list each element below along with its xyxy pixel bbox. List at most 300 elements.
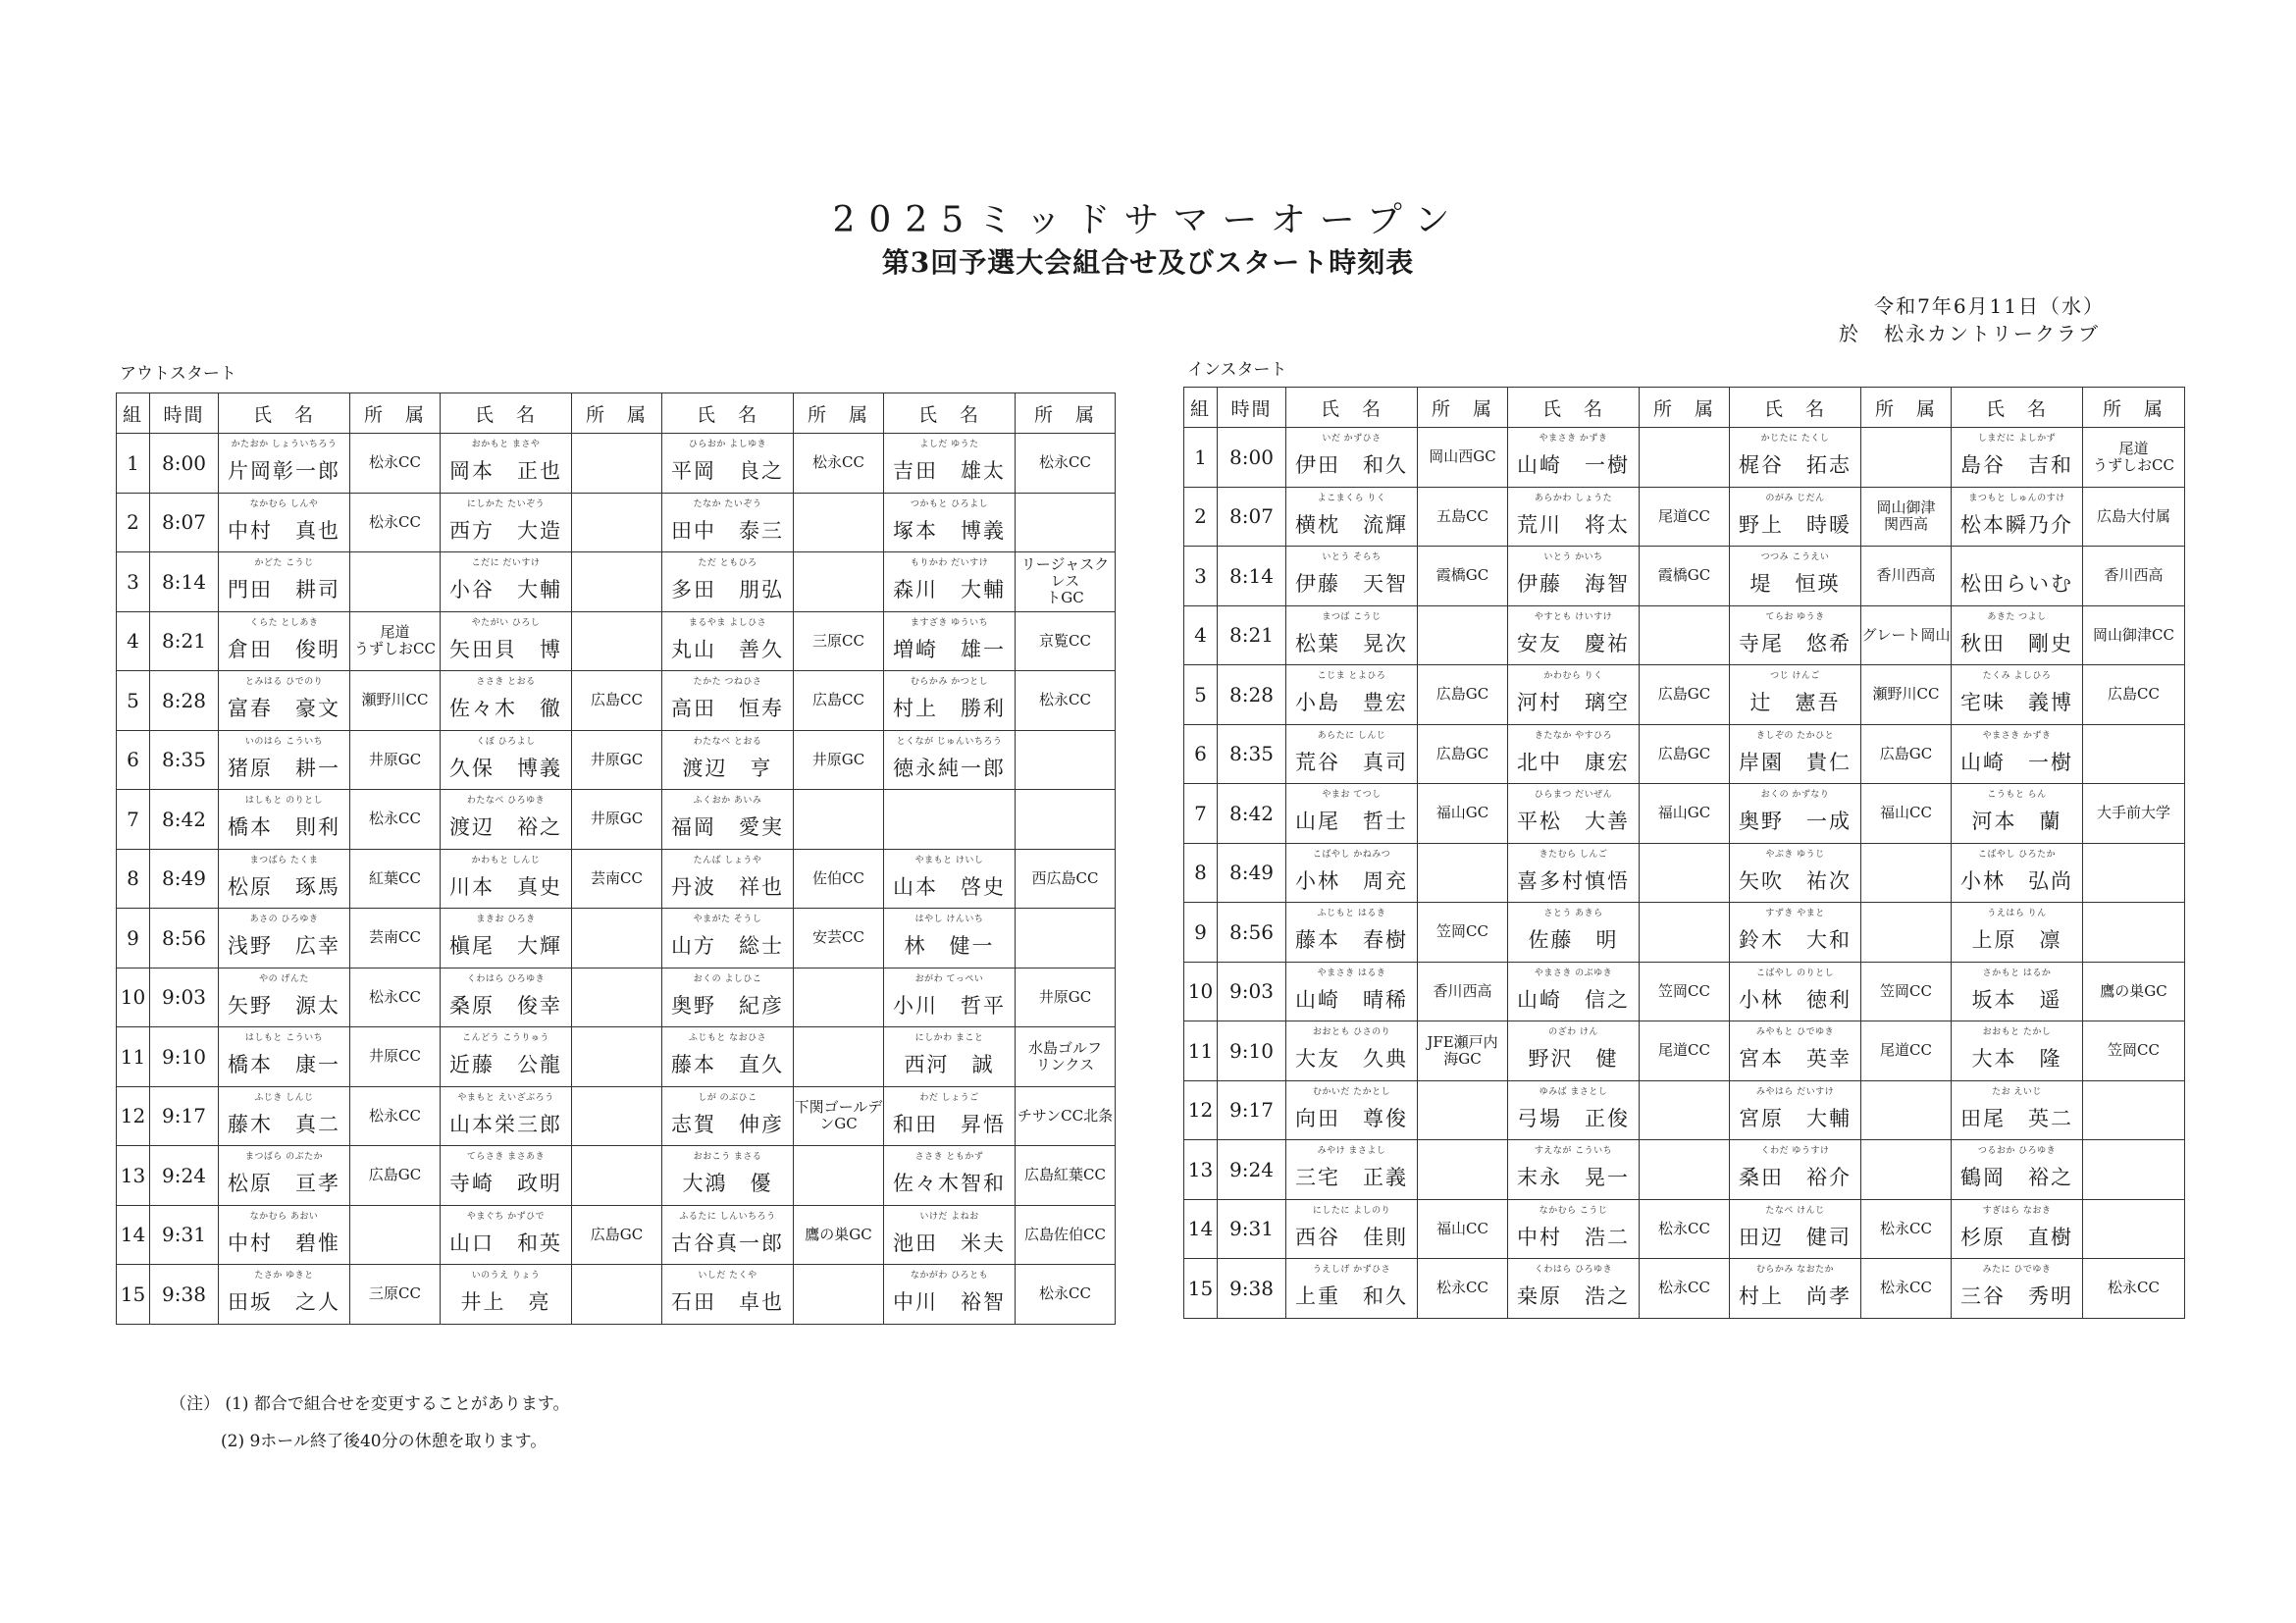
player-furigana: たなか たいぞう (693, 498, 762, 509)
player-name-cell (219, 611, 350, 671)
player-furigana: こばやし ひろたか (1977, 849, 2057, 860)
player-name-cell (884, 1265, 1016, 1325)
player-club: 香川西高 (1418, 962, 1508, 1021)
player-name-cell (1508, 428, 1640, 488)
group-number: 1 (117, 434, 150, 494)
start-time: 8:21 (150, 611, 219, 671)
player-club: 福山CC (1861, 784, 1952, 844)
player-name-cell (1286, 843, 1418, 903)
start-time: 9:10 (1218, 1021, 1286, 1081)
table-row (1184, 665, 2185, 725)
player-furigana: おかもと まさや (471, 440, 541, 450)
player-name-cell (1952, 665, 2083, 725)
col-header-name: 氏 名 (1952, 388, 2083, 428)
player-name: 秋田 剛史 (1960, 631, 2073, 655)
player-name: 門田 耕司 (228, 578, 340, 602)
start-time: 9:31 (1218, 1199, 1286, 1259)
player-name: 平松 大善 (1517, 810, 1630, 834)
player-name-cell (1286, 1080, 1418, 1140)
player-club: 広島GC (1418, 665, 1508, 725)
player-club (1861, 428, 1952, 488)
notes-line-1 (170, 1389, 570, 1414)
player-name-cell (1508, 903, 1640, 963)
player-name: 横枕 流輝 (1295, 512, 1408, 537)
player-name: 和田 昇悟 (893, 1112, 1006, 1136)
player-name-cell (441, 434, 572, 494)
player-name: 辻 憲吾 (1749, 691, 1841, 715)
col-header-name: 氏 名 (662, 393, 794, 434)
player-name-cell (1286, 1021, 1418, 1081)
player-name-cell (1952, 1199, 2083, 1259)
player-name: 山本栄三郎 (449, 1112, 562, 1136)
player-club (1640, 1080, 1730, 1140)
player-club (1640, 428, 1730, 488)
player-club: 松永CC (1861, 1259, 1952, 1319)
player-name: 三谷 秀明 (1960, 1284, 2073, 1309)
player-name-cell (1508, 1259, 1640, 1319)
player-furigana: くぼ ひろよし (476, 736, 536, 747)
player-name: 桑原 俊幸 (449, 993, 562, 1018)
player-name: 大本 隆 (1971, 1047, 2062, 1072)
header-row (1184, 388, 2185, 428)
note-1: (1) 都合で組合せを変更することがあります。 (225, 1394, 570, 1414)
player-furigana: むかいだ たかとし (1312, 1086, 1391, 1097)
table-row (117, 1146, 1116, 1206)
venue-name: 松永カントリークラブ (1884, 322, 2100, 345)
group-number: 15 (1184, 1259, 1218, 1319)
player-club (1640, 843, 1730, 903)
col-header-time: 時間 (1218, 388, 1286, 428)
player-name: 村上 勝利 (893, 697, 1006, 721)
player-furigana: みたに ひでゆき (1982, 1265, 2052, 1276)
player-name-cell (1730, 962, 1861, 1021)
player-furigana: ますざき ゆういち (910, 617, 989, 628)
group-number: 15 (117, 1265, 150, 1325)
table-row (117, 968, 1116, 1027)
player-furigana: おくの よしひこ (693, 973, 762, 984)
player-furigana: たお えいじ (1992, 1086, 2042, 1097)
player-name-cell (1952, 1140, 2083, 1200)
player-name: 伊藤 海智 (1517, 572, 1630, 597)
player-name: 古谷真一郎 (671, 1230, 784, 1255)
start-time: 8:56 (150, 909, 219, 969)
player-club: 五島CC (1418, 487, 1508, 547)
group-number: 11 (1184, 1021, 1218, 1081)
player-club: 広島大付属 (2083, 487, 2185, 547)
player-furigana: やすとも けいすけ (1534, 611, 1613, 622)
player-furigana: ふじもと はるき (1317, 909, 1386, 919)
player-club: 福山GC (1640, 784, 1730, 844)
player-club: 香川西高 (2083, 547, 2185, 606)
player-name-cell (662, 434, 794, 494)
start-time: 8:49 (1218, 843, 1286, 903)
col-header-club: 所 属 (1861, 388, 1952, 428)
player-furigana: まつばら のぶたか (244, 1152, 324, 1163)
table-row (117, 909, 1116, 969)
player-name: 松田らいむ (1960, 572, 2073, 597)
player-name-cell (219, 1086, 350, 1146)
player-furigana: あさの ひろゆき (249, 915, 319, 925)
player-name-cell (219, 671, 350, 731)
page-subtitle: 第3回予選大会組合せ及びスタート時刻表 (881, 246, 1415, 279)
group-number: 5 (117, 671, 150, 731)
player-furigana: にしたに よしのり (1312, 1205, 1391, 1216)
player-club: 三原CC (794, 611, 884, 671)
player-name-cell (1952, 962, 2083, 1021)
start-time: 9:31 (150, 1205, 219, 1265)
player-club: 井原GC (794, 730, 884, 790)
player-club: 水島ゴルフ リンクス (1016, 1027, 1116, 1087)
player-name: 佐々木 徹 (449, 697, 562, 721)
player-furigana: いけだ よねお (919, 1211, 979, 1222)
player-name: 野上 時暖 (1739, 512, 1852, 537)
player-name: 増崎 雄一 (893, 637, 1006, 661)
player-furigana: たなべ けんじ (1765, 1205, 1825, 1216)
player-furigana: ただ ともひろ (698, 558, 757, 569)
player-club: 松永CC (1861, 1199, 1952, 1259)
player-name-cell (662, 671, 794, 731)
player-furigana: にしかわ まこと (914, 1033, 984, 1044)
player-furigana: すぎはら なおき (1982, 1205, 2052, 1216)
player-name-cell (662, 849, 794, 909)
group-number: 4 (117, 611, 150, 671)
player-name-cell (662, 1027, 794, 1087)
player-name-cell (441, 1027, 572, 1087)
player-name-cell (1730, 665, 1861, 725)
player-furigana: おがわ てっぺい (914, 973, 984, 984)
table-row (117, 1265, 1116, 1325)
player-name: 山方 総士 (671, 934, 784, 959)
player-club (572, 1086, 662, 1146)
player-name: 鶴岡 裕之 (1960, 1166, 2073, 1190)
player-name-cell (441, 1086, 572, 1146)
player-furigana: ふじもと なおひさ (688, 1033, 767, 1044)
player-furigana: くらた としあき (249, 617, 319, 628)
player-name-cell (441, 790, 572, 850)
player-furigana: ひらおか よしゆき (688, 440, 767, 450)
start-time: 9:38 (1218, 1259, 1286, 1319)
col-header-club: 所 属 (350, 393, 441, 434)
table-row (1184, 1140, 2185, 1200)
start-time: 8:42 (1218, 784, 1286, 844)
group-number: 11 (117, 1027, 150, 1087)
player-name-cell (1286, 1140, 1418, 1200)
player-name-cell (884, 552, 1016, 612)
player-name: 田坂 之人 (228, 1290, 340, 1315)
player-name: 桒原 浩之 (1517, 1284, 1630, 1309)
player-furigana: あらかわ しょうた (1534, 493, 1613, 503)
player-name-cell (884, 1027, 1016, 1087)
player-club: 瀬野川CC (1861, 665, 1952, 725)
player-name-cell (1286, 487, 1418, 547)
start-time: 8:49 (150, 849, 219, 909)
player-furigana: はしもと のりとし (244, 796, 324, 807)
player-club (572, 1146, 662, 1206)
table-row (117, 671, 1116, 731)
player-name: 寺崎 政明 (449, 1172, 562, 1196)
player-furigana: すえなが こういち (1534, 1146, 1613, 1157)
player-furigana: やまもと えいざぶろう (457, 1092, 554, 1103)
player-furigana: やまさき はるき (1317, 968, 1386, 978)
player-name: 西方 大造 (449, 518, 562, 543)
player-name: 浅野 広幸 (228, 934, 340, 959)
start-time: 9:17 (1218, 1080, 1286, 1140)
player-furigana: たかた つねひさ (693, 677, 762, 688)
player-club: 松永CC (1640, 1259, 1730, 1319)
player-name: 高田 恒寿 (671, 697, 784, 721)
player-furigana: つかもと ひろよし (910, 498, 989, 509)
player-name-cell (1952, 605, 2083, 665)
start-time: 9:03 (150, 968, 219, 1027)
player-name-cell (1730, 1259, 1861, 1319)
player-name-cell (1730, 1021, 1861, 1081)
player-name-cell (441, 1205, 572, 1265)
group-number: 4 (1184, 605, 1218, 665)
player-name-cell (884, 611, 1016, 671)
player-name-cell (1508, 665, 1640, 725)
player-name: 寺尾 悠希 (1739, 631, 1852, 655)
player-furigana: よしだ ゆうた (919, 440, 979, 450)
player-name-cell (219, 552, 350, 612)
player-name-cell (1730, 487, 1861, 547)
table-row (117, 611, 1116, 671)
player-name: 野沢 健 (1528, 1047, 1619, 1072)
player-furigana: ふるたに しんいちろう (679, 1211, 776, 1222)
player-furigana: なかむら しんや (249, 498, 319, 509)
player-furigana: やまさき のぶゆき (1534, 968, 1613, 978)
player-name-cell (1952, 843, 2083, 903)
group-number: 12 (117, 1086, 150, 1146)
group-number: 6 (117, 730, 150, 790)
table-row (1184, 724, 2185, 784)
player-furigana: かじたに たくし (1760, 434, 1830, 445)
player-furigana: いだ かずひさ (1322, 434, 1382, 445)
player-furigana: こだに だいすけ (471, 558, 541, 569)
player-club: 松永CC (1418, 1259, 1508, 1319)
player-furigana: ふじき しんじ (254, 1092, 314, 1103)
player-club (350, 1205, 441, 1265)
player-club: 松永CC (350, 493, 441, 552)
player-name: 森川 大輔 (893, 578, 1006, 602)
player-club: 紅葉CC (350, 849, 441, 909)
player-club: チサンCC北条 (1016, 1086, 1116, 1146)
player-name: 林 健一 (904, 934, 995, 959)
player-furigana: きたむら しんご (1539, 849, 1608, 860)
player-name: 槇尾 大輝 (449, 934, 562, 959)
table-row (1184, 605, 2185, 665)
player-furigana: いとう そらち (1322, 552, 1382, 563)
col-header-name: 氏 名 (1286, 388, 1418, 428)
player-furigana: うえはら りん (1987, 909, 2047, 919)
player-name-cell (1508, 724, 1640, 784)
player-name-cell (1730, 1199, 1861, 1259)
start-time: 9:24 (150, 1146, 219, 1206)
player-furigana: ささき ともかず (914, 1152, 984, 1163)
start-time: 8:28 (150, 671, 219, 731)
player-club: 佐伯CC (794, 849, 884, 909)
player-name-cell (1286, 1259, 1418, 1319)
player-name: 北中 康宏 (1517, 750, 1630, 774)
player-furigana: わたなべ ひろゆき (466, 796, 546, 807)
player-club (1861, 1080, 1952, 1140)
player-name: 大鴻 優 (682, 1172, 773, 1196)
player-furigana: くわはら ひろゆき (1534, 1265, 1613, 1276)
player-name: 丸山 善久 (671, 637, 784, 661)
player-club (2083, 1140, 2185, 1200)
player-club (572, 611, 662, 671)
player-name: 宮本 英幸 (1739, 1047, 1852, 1072)
player-furigana: もりかわ だいすけ (910, 558, 989, 569)
player-furigana: しが のぶひこ (698, 1092, 757, 1103)
player-name: 伊田 和久 (1295, 453, 1408, 478)
venue-prefix: 於 (1839, 322, 1860, 345)
player-club: 福山CC (1418, 1199, 1508, 1259)
player-name-cell (884, 671, 1016, 731)
group-number: 8 (1184, 843, 1218, 903)
player-furigana: やたがい ひろし (471, 617, 541, 628)
group-number: 13 (117, 1146, 150, 1206)
player-name-cell (1286, 605, 1418, 665)
group-number: 12 (1184, 1080, 1218, 1140)
player-furigana: こんどう こうりゅう (462, 1033, 549, 1044)
player-furigana: おくの かずなり (1760, 790, 1830, 801)
player-furigana: いのうえ りょう (471, 1271, 541, 1282)
player-name-cell (219, 1146, 350, 1206)
player-name: 荒谷 真司 (1295, 750, 1408, 774)
player-name: 河本 蘭 (1971, 810, 2062, 834)
start-time: 8:14 (1218, 547, 1286, 606)
player-furigana: いしだ たくや (698, 1271, 757, 1282)
col-header-name: 氏 名 (1730, 388, 1861, 428)
player-club: 岡山西GC (1418, 428, 1508, 488)
player-name-cell (884, 493, 1016, 552)
table-row (1184, 784, 2185, 844)
player-name: 小林 徳利 (1739, 987, 1852, 1012)
player-name-cell (1952, 1080, 2083, 1140)
player-club (2083, 1080, 2185, 1140)
player-club (794, 968, 884, 1027)
player-club: 笠岡CC (1640, 962, 1730, 1021)
player-name: 山口 和英 (449, 1230, 562, 1255)
start-time: 8:07 (1218, 487, 1286, 547)
player-furigana: やまもと けいし (914, 855, 984, 865)
player-name: 宅味 義博 (1960, 691, 2073, 715)
player-club: 広島GC (1640, 665, 1730, 725)
player-club: 松永CC (794, 434, 884, 494)
player-club (2083, 903, 2185, 963)
player-furigana: こばやし かねみつ (1312, 849, 1391, 860)
group-number: 8 (117, 849, 150, 909)
player-club: 鷹の巣GC (2083, 962, 2185, 1021)
player-club (1418, 605, 1508, 665)
player-club (2083, 724, 2185, 784)
player-name-cell (1952, 1259, 2083, 1319)
player-name: 藤本 春樹 (1295, 928, 1408, 953)
player-club: 鷹の巣GC (794, 1205, 884, 1265)
table-row (117, 849, 1116, 909)
player-name-cell (1508, 1199, 1640, 1259)
player-furigana: わたなべ とおる (693, 736, 762, 747)
player-name: 杉原 直樹 (1960, 1225, 2073, 1249)
player-club (794, 1146, 884, 1206)
player-name: 伊藤 天智 (1295, 572, 1408, 597)
player-club (794, 790, 884, 850)
player-name-cell (219, 1205, 350, 1265)
player-furigana: きしぞの たかひと (1755, 730, 1835, 741)
player-club: 広島GC (572, 1205, 662, 1265)
player-name: 渡辺 裕之 (449, 815, 562, 840)
player-name: 田尾 英二 (1960, 1106, 2073, 1130)
player-name-cell (1286, 547, 1418, 606)
player-furigana: うえしげ かずひさ (1312, 1265, 1391, 1276)
player-furigana: たくみ よしひろ (1982, 671, 2052, 682)
event-date: 令和7年6月11日（水） (1874, 294, 2105, 318)
table-row (1184, 487, 2185, 547)
table-row (117, 552, 1116, 612)
player-club: 松永CC (1016, 671, 1116, 731)
player-club (572, 1265, 662, 1325)
player-club (572, 968, 662, 1027)
player-name-cell (884, 968, 1016, 1027)
player-name: 中村 真也 (228, 518, 340, 543)
player-name: 井上 亮 (460, 1290, 551, 1315)
player-furigana: やまさき かずき (1982, 730, 2052, 741)
player-club (1640, 1140, 1730, 1200)
player-name-cell (441, 1265, 572, 1325)
player-name-cell (884, 790, 1016, 850)
player-club: 井原GC (1016, 968, 1116, 1027)
player-name: 丹波 祥也 (671, 874, 784, 899)
player-furigana: なかむら こうじ (1539, 1205, 1608, 1216)
player-club (572, 909, 662, 969)
col-header-name: 氏 名 (219, 393, 350, 434)
player-furigana: よこまくら りく (1317, 493, 1386, 503)
player-club: 井原GC (572, 790, 662, 850)
player-club: 尾道CC (1640, 487, 1730, 547)
player-name-cell (1286, 665, 1418, 725)
player-name-cell (662, 611, 794, 671)
player-name-cell (1730, 1080, 1861, 1140)
player-club: 笠岡CC (2083, 1021, 2185, 1081)
player-name-cell (884, 1205, 1016, 1265)
player-furigana: いのはら こういち (244, 736, 324, 747)
player-club: 広島CC (572, 671, 662, 731)
player-name: 塚本 博義 (893, 518, 1006, 543)
player-club (2083, 1199, 2185, 1259)
player-name: 三宅 正義 (1295, 1166, 1408, 1190)
col-header-club: 所 属 (794, 393, 884, 434)
player-name: 山崎 一樹 (1960, 750, 2073, 774)
player-name-cell (662, 968, 794, 1027)
player-club: 松永CC (350, 790, 441, 850)
table-row (1184, 428, 2185, 488)
player-furigana: おおとも ひさのり (1312, 1027, 1391, 1038)
player-name: 田中 泰三 (671, 518, 784, 543)
player-name: 小林 弘尚 (1960, 868, 2073, 893)
player-furigana: かわもと しんじ (471, 855, 541, 865)
player-name-cell (1508, 1021, 1640, 1081)
table-row (117, 790, 1116, 850)
player-name-cell (1952, 1021, 2083, 1081)
player-club: 広島紅葉CC (1016, 1146, 1116, 1206)
player-furigana: かわむら りく (1543, 671, 1603, 682)
col-header-club: 所 属 (572, 393, 662, 434)
player-club (572, 552, 662, 612)
group-number: 9 (117, 909, 150, 969)
player-club (1016, 790, 1116, 850)
player-club: 井原GC (350, 730, 441, 790)
player-name-cell (662, 790, 794, 850)
